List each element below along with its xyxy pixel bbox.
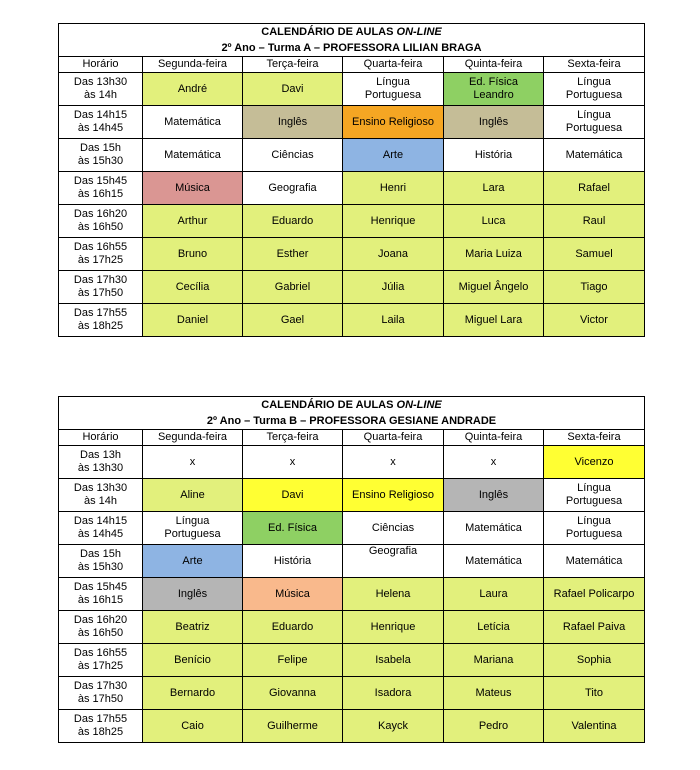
schedule-cell: Henrique (343, 205, 444, 238)
schedule-cell: x (343, 446, 444, 479)
schedule-cell: Davi (243, 73, 343, 106)
column-header-sexta: Sexta-feira (544, 57, 645, 73)
schedule-cell: Esther (243, 238, 343, 271)
schedule-cell: Pedro (444, 710, 544, 743)
schedule-cell: Cecília (143, 271, 243, 304)
schedule-cell: Ed. Física Leandro (444, 73, 544, 106)
column-header-terca: Terça-feira (243, 57, 343, 73)
table-row (59, 139, 645, 172)
schedule-cell: Matemática (444, 512, 544, 545)
schedule-cell: Vicenzo (544, 446, 645, 479)
table-row (59, 578, 645, 611)
table-row (59, 479, 645, 512)
schedule-cell: Laura (444, 578, 544, 611)
schedule-table-turma-b (58, 396, 645, 743)
schedule-table-turma-a (58, 23, 645, 337)
time-cell: Das 16h20 às 16h50 (59, 611, 143, 644)
schedule-cell: História (444, 139, 544, 172)
time-cell: Das 13h30 às 14h (59, 479, 143, 512)
schedule-cell: Eduardo (243, 611, 343, 644)
schedule-cell: Matemática (143, 106, 243, 139)
subtitle-row (59, 413, 645, 430)
table-row (59, 106, 645, 139)
schedule-cell: Bernardo (143, 677, 243, 710)
schedule-cell: Aline (143, 479, 243, 512)
time-cell: Das 16h55 às 17h25 (59, 238, 143, 271)
column-header-sexta: Sexta-feira (544, 430, 645, 446)
schedule-cell: Língua Portuguesa (544, 73, 645, 106)
schedule-cell: Daniel (143, 304, 243, 337)
column-header-quarta: Quarta-feira (343, 57, 444, 73)
schedule-cell: Laila (343, 304, 444, 337)
schedule-cell: Beatriz (143, 611, 243, 644)
column-header-quarta: Quarta-feira (343, 430, 444, 446)
header-row (59, 57, 645, 73)
schedule-cell: Joana (343, 238, 444, 271)
schedule-cell: Miguel Lara (444, 304, 544, 337)
schedule-cell: Matemática (444, 545, 544, 578)
schedule-cell: Arthur (143, 205, 243, 238)
schedule-cell: Tito (544, 677, 645, 710)
time-cell: Das 15h às 15h30 (59, 545, 143, 578)
schedule-cell: Gael (243, 304, 343, 337)
schedule-cell: Sophia (544, 644, 645, 677)
schedule-cell: Benício (143, 644, 243, 677)
time-cell: Das 15h às 15h30 (59, 139, 143, 172)
title-row (59, 397, 645, 414)
schedule-cell: Henri (343, 172, 444, 205)
schedule-cell: Guilherme (243, 710, 343, 743)
schedule-cell: Música (243, 578, 343, 611)
table-subtitle: 2º Ano – Turma A – PROFESSORA LILIAN BRAGA (59, 40, 645, 57)
schedule-cell: Geografia (243, 172, 343, 205)
column-header-horario: Horário (59, 430, 143, 446)
time-cell: Das 13h30 às 14h (59, 73, 143, 106)
schedule-cell: Geografia (343, 545, 444, 578)
table-row (59, 271, 645, 304)
schedule-cell: Raul (544, 205, 645, 238)
schedule-cell: Luca (444, 205, 544, 238)
schedule-cell: História (243, 545, 343, 578)
table-row (59, 238, 645, 271)
schedule-cell: Tiago (544, 271, 645, 304)
schedule-cell: Ensino Religioso (343, 106, 444, 139)
column-header-quinta: Quinta-feira (444, 57, 544, 73)
schedule-cell: Helena (343, 578, 444, 611)
schedule-cell: Inglês (243, 106, 343, 139)
schedule-cell: x (243, 446, 343, 479)
schedule-cell: Ciências (243, 139, 343, 172)
time-cell: Das 14h15 às 14h45 (59, 512, 143, 545)
time-cell: Das 17h30 às 17h50 (59, 677, 143, 710)
schedule-cell: Língua Portuguesa (544, 479, 645, 512)
schedule-cell: Júlia (343, 271, 444, 304)
schedule-cell: Música (143, 172, 243, 205)
schedule-cell: Henrique (343, 611, 444, 644)
table-subtitle: 2º Ano – Turma B – PROFESSORA GESIANE ANDRADE (59, 413, 645, 430)
schedule-cell: x (143, 446, 243, 479)
time-cell: Das 13h às 13h30 (59, 446, 143, 479)
schedule-cell: Mateus (444, 677, 544, 710)
column-header-horario: Horário (59, 57, 143, 73)
schedule-cell: Felipe (243, 644, 343, 677)
schedule-cell: Matemática (544, 545, 645, 578)
schedule-cell: Mariana (444, 644, 544, 677)
schedule-cell: Língua Portuguesa (343, 73, 444, 106)
time-cell: Das 17h55 às 18h25 (59, 710, 143, 743)
schedule-cell: Ciências (343, 512, 444, 545)
table-row (59, 446, 645, 479)
schedule-cell: Davi (243, 479, 343, 512)
table-row (59, 545, 645, 578)
time-cell: Das 15h45 às 16h15 (59, 578, 143, 611)
schedule-cell: Língua Portuguesa (544, 512, 645, 545)
time-cell: Das 15h45 às 16h15 (59, 172, 143, 205)
schedule-cell: Rafael Paiva (544, 611, 645, 644)
table-title: CALENDÁRIO DE AULAS ON-LINE (59, 397, 645, 414)
schedule-cell: Inglês (444, 479, 544, 512)
table-row (59, 677, 645, 710)
title-row (59, 24, 645, 41)
schedule-cell: Rafael (544, 172, 645, 205)
column-header-terca: Terça-feira (243, 430, 343, 446)
schedule-cell: Eduardo (243, 205, 343, 238)
schedule-cell: Kayck (343, 710, 444, 743)
schedule-cell: Matemática (143, 139, 243, 172)
time-cell: Das 14h15 às 14h45 (59, 106, 143, 139)
schedule-cell: Giovanna (243, 677, 343, 710)
table-row (59, 644, 645, 677)
time-cell: Das 17h30 às 17h50 (59, 271, 143, 304)
schedule-cell: Arte (343, 139, 444, 172)
column-header-quinta: Quinta-feira (444, 430, 544, 446)
schedule-cell: Samuel (544, 238, 645, 271)
schedule-cell: Ed. Física (243, 512, 343, 545)
schedule-cell: Valentina (544, 710, 645, 743)
schedule-cell: Arte (143, 545, 243, 578)
schedule-cell: Inglês (444, 106, 544, 139)
table-row (59, 205, 645, 238)
schedule-cell: x (444, 446, 544, 479)
schedule-cell: André (143, 73, 243, 106)
schedule-cell: Língua Portuguesa (544, 106, 645, 139)
schedule-cell: Caio (143, 710, 243, 743)
schedule-cell: Bruno (143, 238, 243, 271)
table-row (59, 304, 645, 337)
column-header-segunda: Segunda-feira (143, 57, 243, 73)
time-cell: Das 16h20 às 16h50 (59, 205, 143, 238)
schedule-cell: Matemática (544, 139, 645, 172)
schedule-cell: Letícia (444, 611, 544, 644)
schedule-cell: Isabela (343, 644, 444, 677)
table-row (59, 710, 645, 743)
table-row (59, 172, 645, 205)
schedule-cell: Miguel Ângelo (444, 271, 544, 304)
subtitle-row (59, 40, 645, 57)
schedule-cell: Victor (544, 304, 645, 337)
header-row (59, 430, 645, 446)
schedule-cell: Ensino Religioso (343, 479, 444, 512)
schedule-cell: Maria Luiza (444, 238, 544, 271)
column-header-segunda: Segunda-feira (143, 430, 243, 446)
table-row (59, 73, 645, 106)
schedule-cell: Lara (444, 172, 544, 205)
time-cell: Das 17h55 às 18h25 (59, 304, 143, 337)
schedule-cell: Isadora (343, 677, 444, 710)
time-cell: Das 16h55 às 17h25 (59, 644, 143, 677)
schedule-cell: Língua Portuguesa (143, 512, 243, 545)
table-row (59, 611, 645, 644)
table-row (59, 512, 645, 545)
schedule-cell: Gabriel (243, 271, 343, 304)
schedule-cell: Inglês (143, 578, 243, 611)
schedule-cell: Rafael Policarpo (544, 578, 645, 611)
table-title: CALENDÁRIO DE AULAS ON-LINE (59, 24, 645, 41)
